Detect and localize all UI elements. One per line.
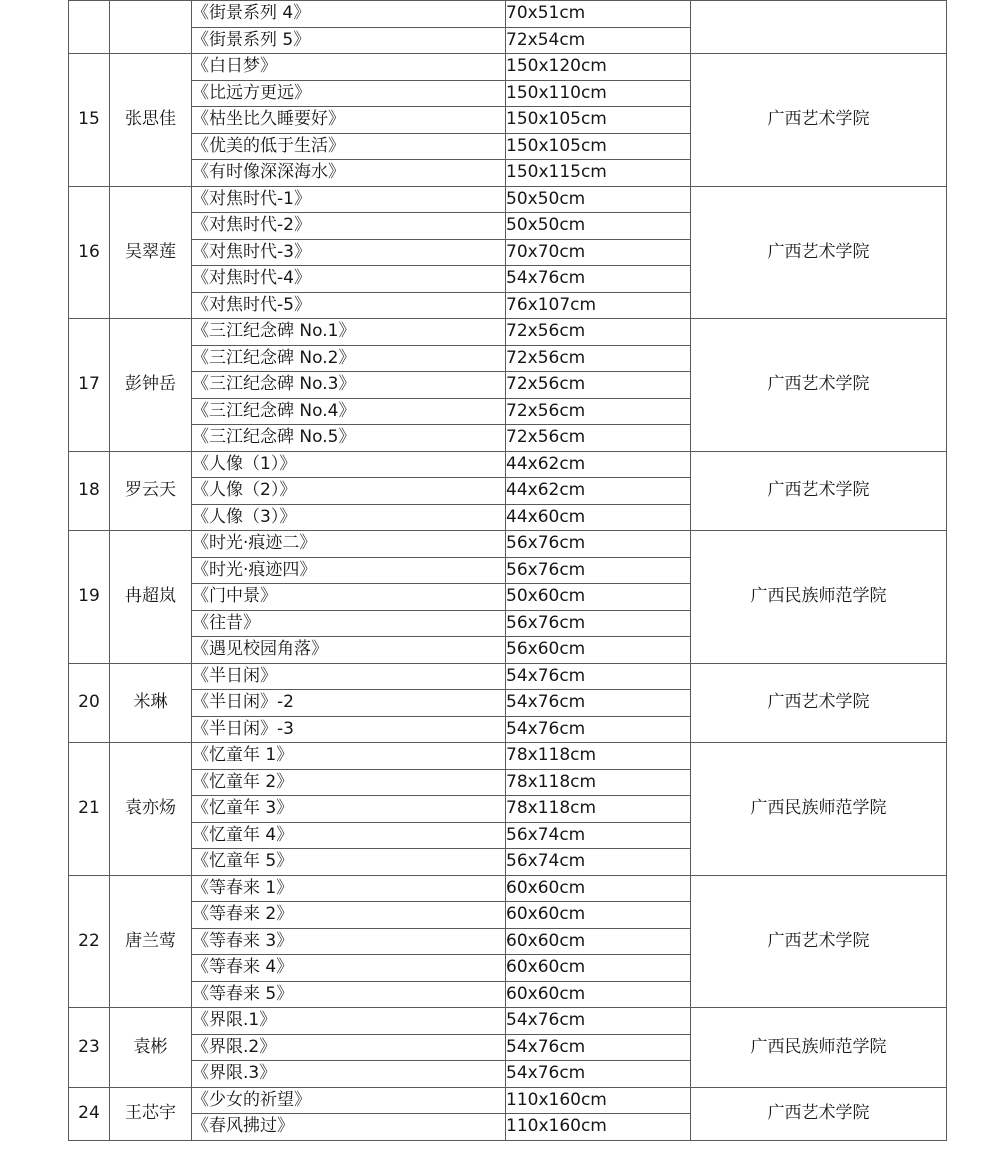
artwork-roster-table [68,0,947,1141]
roster-body [69,1,947,1141]
school-name: 广西艺术学院 [691,451,947,531]
artwork-size: 56x76cm [506,531,691,558]
artwork-title: 《人像（3）》 [192,504,506,531]
school-name: 广西艺术学院 [691,319,947,452]
artwork-size: 60x60cm [506,955,691,982]
artwork-title: 《比远方更远》 [192,80,506,107]
artist-name: 米琳 [110,663,192,743]
table-row [69,875,947,902]
table-row [69,186,947,213]
artist-name: 唐兰莺 [110,875,192,1008]
artwork-size: 54x76cm [506,690,691,717]
artwork-size: 76x107cm [506,292,691,319]
artwork-title: 《人像（2）》 [192,478,506,505]
artwork-size: 78x118cm [506,743,691,770]
artwork-title: 《三江纪念碑 No.3》 [192,372,506,399]
artwork-size: 54x76cm [506,663,691,690]
artwork-size: 50x50cm [506,186,691,213]
artist-name: 张思佳 [110,54,192,187]
artwork-title: 《人像（1）》 [192,451,506,478]
artwork-size: 150x120cm [506,54,691,81]
artwork-size: 72x56cm [506,398,691,425]
table-row [69,54,947,81]
artwork-title: 《对焦时代-5》 [192,292,506,319]
artwork-title: 《三江纪念碑 No.1》 [192,319,506,346]
artwork-size: 78x118cm [506,769,691,796]
artwork-title: 《对焦时代-1》 [192,186,506,213]
artwork-size: 44x60cm [506,504,691,531]
artwork-size: 54x76cm [506,716,691,743]
school-name: 广西艺术学院 [691,663,947,743]
artwork-title: 《等春来 4》 [192,955,506,982]
artwork-title: 《时光·痕迹二》 [192,531,506,558]
artwork-title: 《忆童年 5》 [192,849,506,876]
artwork-title: 《对焦时代-4》 [192,266,506,293]
artist-name [110,1,192,54]
artwork-title: 《界限.3》 [192,1061,506,1088]
table-row [69,451,947,478]
artwork-title: 《半日闲》 [192,663,506,690]
artist-name: 吴翠莲 [110,186,192,319]
artwork-size: 150x105cm [506,107,691,134]
artwork-title: 《等春来 3》 [192,928,506,955]
artwork-title: 《等春来 1》 [192,875,506,902]
artwork-size: 56x76cm [506,610,691,637]
artwork-title: 《白日梦》 [192,54,506,81]
artwork-title: 《忆童年 2》 [192,769,506,796]
artist-name: 王芯宇 [110,1087,192,1140]
entry-number: 20 [69,663,110,743]
artist-name: 袁彬 [110,1008,192,1088]
table-row [69,743,947,770]
artwork-title: 《忆童年 4》 [192,822,506,849]
artwork-title: 《三江纪念碑 No.5》 [192,425,506,452]
artist-name: 冉超岚 [110,531,192,664]
school-name: 广西民族师范学院 [691,1008,947,1088]
entry-number: 24 [69,1087,110,1140]
artist-name: 彭钟岳 [110,319,192,452]
artwork-size: 70x70cm [506,239,691,266]
artwork-title: 《往昔》 [192,610,506,637]
artwork-title: 《等春来 5》 [192,981,506,1008]
artwork-size: 60x60cm [506,981,691,1008]
artwork-size: 72x56cm [506,345,691,372]
artwork-title: 《三江纪念碑 No.2》 [192,345,506,372]
table-row [69,1087,947,1114]
entry-number: 22 [69,875,110,1008]
artwork-size: 72x56cm [506,319,691,346]
table-row [69,1,947,28]
artwork-size: 60x60cm [506,875,691,902]
artwork-size: 54x76cm [506,1034,691,1061]
artwork-title: 《三江纪念碑 No.4》 [192,398,506,425]
table-row [69,531,947,558]
school-name: 广西民族师范学院 [691,531,947,664]
artwork-size: 72x56cm [506,425,691,452]
school-name: 广西艺术学院 [691,875,947,1008]
entry-number: 23 [69,1008,110,1088]
table-row [69,1008,947,1035]
artwork-size: 70x51cm [506,1,691,28]
artwork-size: 72x56cm [506,372,691,399]
entry-number: 19 [69,531,110,664]
artwork-size: 72x54cm [506,27,691,54]
artwork-title: 《对焦时代-3》 [192,239,506,266]
artwork-title: 《忆童年 1》 [192,743,506,770]
artwork-size: 78x118cm [506,796,691,823]
artwork-size: 54x76cm [506,1061,691,1088]
artwork-title: 《遇见校园角落》 [192,637,506,664]
entry-number: 18 [69,451,110,531]
artwork-title: 《对焦时代-2》 [192,213,506,240]
artwork-title: 《优美的低于生活》 [192,133,506,160]
artwork-size: 60x60cm [506,928,691,955]
artwork-size: 110x160cm [506,1114,691,1141]
artwork-size: 56x74cm [506,849,691,876]
artwork-title: 《界限.1》 [192,1008,506,1035]
school-name: 广西艺术学院 [691,186,947,319]
artwork-title: 《门中景》 [192,584,506,611]
artwork-title: 《枯坐比久睡要好》 [192,107,506,134]
artwork-title: 《街景系列 5》 [192,27,506,54]
artwork-title: 《街景系列 4》 [192,1,506,28]
artwork-size: 50x50cm [506,213,691,240]
entry-number: 15 [69,54,110,187]
school-name: 广西艺术学院 [691,54,947,187]
artist-name: 袁亦炀 [110,743,192,876]
artwork-title: 《春风拂过》 [192,1114,506,1141]
school-name [691,1,947,54]
artwork-title: 《界限.2》 [192,1034,506,1061]
artwork-title: 《少女的祈望》 [192,1087,506,1114]
artwork-size: 56x60cm [506,637,691,664]
entry-number [69,1,110,54]
table-row [69,319,947,346]
table-row [69,663,947,690]
artwork-title: 《等春来 2》 [192,902,506,929]
entry-number: 16 [69,186,110,319]
artwork-size: 54x76cm [506,266,691,293]
artwork-size: 44x62cm [506,478,691,505]
artwork-size: 54x76cm [506,1008,691,1035]
artwork-title: 《时光·痕迹四》 [192,557,506,584]
artwork-size: 50x60cm [506,584,691,611]
artwork-title: 《半日闲》-2 [192,690,506,717]
artwork-title: 《有时像深深海水》 [192,160,506,187]
artwork-title: 《半日闲》-3 [192,716,506,743]
artwork-size: 56x74cm [506,822,691,849]
school-name: 广西艺术学院 [691,1087,947,1140]
artwork-size: 110x160cm [506,1087,691,1114]
artwork-title: 《忆童年 3》 [192,796,506,823]
artwork-size: 150x115cm [506,160,691,187]
entry-number: 17 [69,319,110,452]
artwork-size: 150x110cm [506,80,691,107]
artwork-size: 150x105cm [506,133,691,160]
school-name: 广西民族师范学院 [691,743,947,876]
artwork-size: 56x76cm [506,557,691,584]
entry-number: 21 [69,743,110,876]
artwork-size: 44x62cm [506,451,691,478]
artwork-size: 60x60cm [506,902,691,929]
artist-name: 罗云天 [110,451,192,531]
